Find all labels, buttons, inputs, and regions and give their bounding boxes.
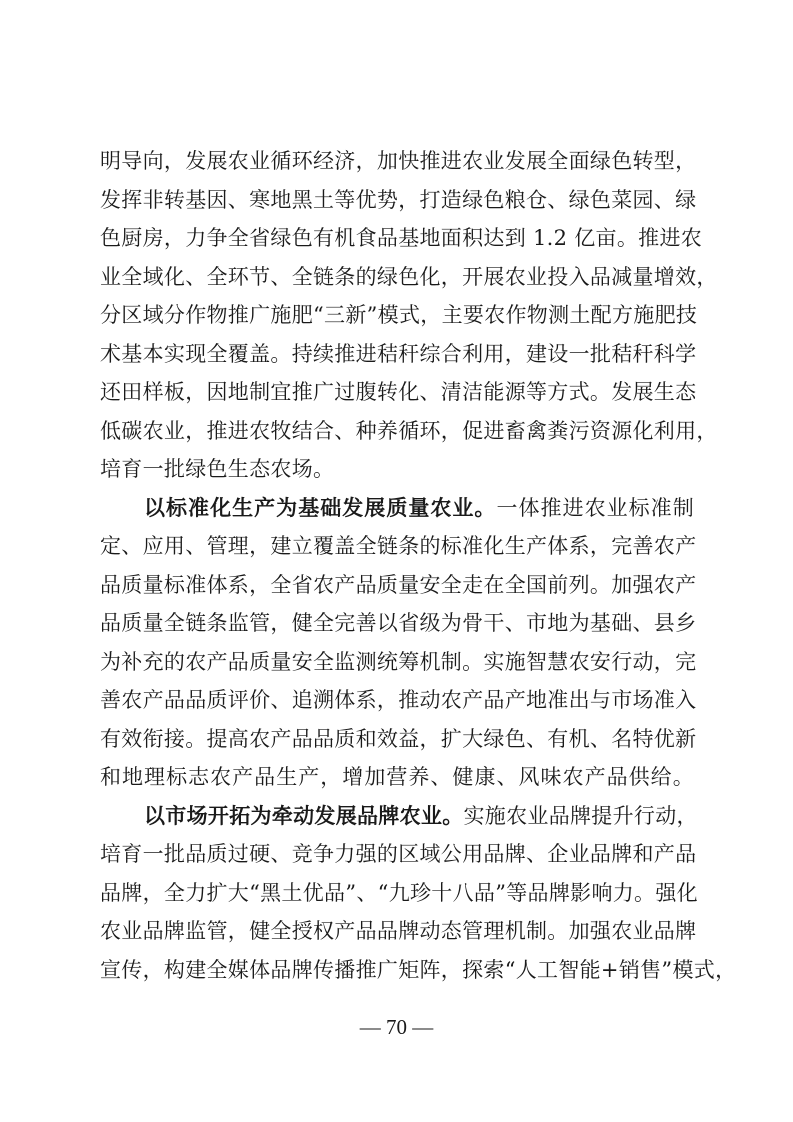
paragraph-text: 一体推进农业标准制: [496, 495, 694, 520]
text-line: 明导向，发展农业循环经济，加快推进农业发展全面绿色转型，: [100, 149, 697, 173]
paragraph-first-line: [100, 489, 694, 528]
text-line: 发挥非转基因、寒地黑土等优势，打造绿色粮仓、绿色菜园、绿: [100, 187, 697, 212]
body-text: [100, 142, 737, 989]
text-line: 品牌，全力扩大“黑土优品”、“九珍十八品”等品牌影响力。强化: [100, 880, 698, 905]
text-line: 术基本实现全覆盖。持续推进秸秆综合利用，建设一批秸秆科学: [100, 341, 697, 366]
text-line: 品质量全链条监管，健全完善以省级为骨干、市地为基础、县乡: [100, 611, 697, 635]
paragraph-text: 实施农业品牌提升行动，: [463, 803, 698, 828]
text-line: 色厨房，力争全省绿色有机食品基地面积达到 1.2 亿亩。推进农: [100, 226, 703, 250]
paragraph-heading: 以标准化生产为基础发展质量农业。: [144, 494, 497, 520]
text-line: 品质量标准体系，全省农产品质量安全走在全国前列。加强农产: [100, 572, 697, 597]
text-line: 分区域分作物推广施肥“三新”模式，主要农作物测土配方施肥技: [100, 303, 698, 327]
text-line: 还田样板，因地制宜推广过腹转化、清洁能源等方式。发展生态: [100, 380, 697, 404]
paragraph-first-line: [100, 797, 698, 836]
text-line: 低碳农业，推进农牧结合、种养循环，促进畜禽粪污资源化利用，: [100, 418, 718, 443]
paragraph-heading: 以市场开拓为牵动发展品牌农业。: [144, 802, 464, 828]
text-line: 农业品牌监管，健全授权产品品牌动态管理机制。加强农业品牌: [100, 919, 697, 943]
text-line: 培育一批绿色生态农场。: [100, 457, 335, 481]
text-line: 和地理标志农产品生产，增加营养、健康、风味农产品供给。: [100, 765, 694, 789]
text-line: 业全域化、全环节、全链条的绿色化，开展农业投入品减量增效，: [100, 264, 718, 289]
text-line: 有效衔接。提高农产品品质和效益，扩大绿色、有机、名特优新: [100, 726, 697, 751]
text-line: 善农产品品质评价、追溯体系，推动农产品产地准出与市场准入: [100, 688, 697, 712]
text-line: 为补充的农产品质量安全监测统筹机制。实施智慧农安行动，完: [100, 649, 697, 674]
text-line: 宣传，构建全媒体品牌传播推广矩阵，探索“人工智能+销售”模式，: [100, 957, 737, 982]
text-line: 培育一批品质过硬、竞争力强的区域公用品牌、企业品牌和产品: [100, 842, 697, 866]
page-number: — 70 —: [359, 1015, 434, 1039]
text-line: 定、应用、管理，建立覆盖全链条的标准化生产体系，完善农产: [100, 534, 697, 558]
